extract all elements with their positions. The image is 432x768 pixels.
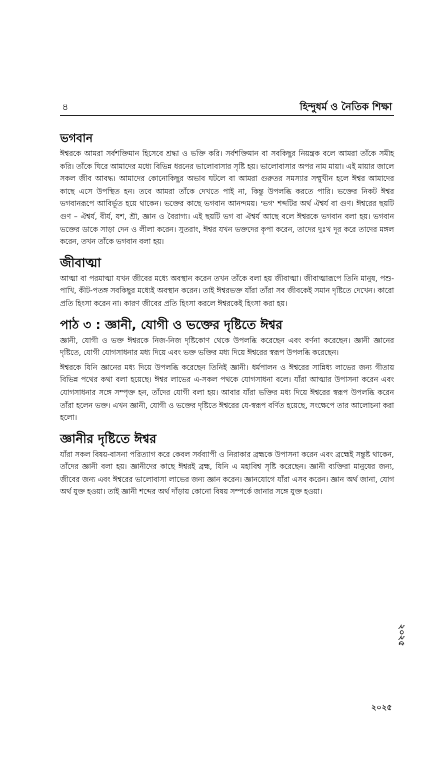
page-body: [60, 126, 394, 501]
footer-code: ২০২৫: [371, 703, 392, 712]
paragraph: যাঁরা সকল বিষয়-বাসনা পরিত্যাগ করে কেবল সর্বব্যাপী ও নিরাকার ব্রহ্মকে উপাসনা করেন এবং ব্রহ্মেই সন্তুষ্ট থাকেন, তাঁদের জ্ঞানী বলা হয়। জ্ঞানীদের কাছে ঈশ্বরই ব্রহ্ম, যিনি এ মহাবিশ্ব সৃষ্টি করেছেন। জ্ঞানী ব্যক্তিরা মানুষের জন্য, জীবের জন্য এবং ঈশ্বরের ভালোবাসা লাভের জন্য জ্ঞান করেন। জ্ঞানযোগে যাঁরা এসব করেন। জ্ঞান অর্থ জানা, যোগ অর্থ যুক্ত হওয়া। তাই জ্ঞানী শব্দের অর্থ দাঁড়ায় কোনো বিষয় সম্পর্কে জানার সঙ্গে যুক্ত হওয়া।: [60, 449, 394, 497]
section-jivatma: [60, 255, 394, 311]
paragraph: ঈশ্বরকে যিনি জ্ঞানের মধ্য দিয়ে উপলব্ধি করেছেন তিনিই জ্ঞানী। ধর্মপালন ও ঈশ্বরের সান্নিধ্য লাভের জন্য গীতায় বিভিন্ন পথের কথা বলা হয়েছে। ঈশ্বর লাভের এ-সকল পথকে যোগসাধনা বলে। যাঁরা আত্মার উপাসনা করেন এবং যোগসাধনার সঙ্গে সম্পৃক্ত হন, তাঁদের যোগী বলা হয়। আবার যাঁরা ভক্তির মধ্য দিয়ে ঈশ্বরের স্বরূপ উপলব্ধি করেন তাঁরা হলেন ভক্ত। এখন জ্ঞানী, যোগী ও ভক্তের দৃষ্টিতে ঈশ্বরের যে-স্বরূপ বর্ণিত হয়েছে, সংক্ষেপে তার আলোচনা করা হলো।: [60, 362, 394, 423]
section-heading: ভগবান: [60, 131, 93, 145]
running-head: হিন্দুধর্ম ও নৈতিক শিক্ষা: [299, 102, 392, 113]
section-lesson-3: [60, 317, 394, 425]
section-jnani-view: [60, 431, 394, 499]
paragraph: ঈশ্বরকে আমরা সর্বশক্তিমান হিসেবে শ্রদ্ধা ও ভক্তি করি। সর্বশক্তিমান বা সবকিছুর নিয়ন্ত্রক বলে আমরা তাঁকে সমীহ করি। তাঁকে ঘিরে আমাদের মধ্যে বিভিন্ন ধরনের ভালোবাসার সৃষ্টি হয়। ভালোবাসার অপর নাম মায়া। এই মায়ার জালে সকল জীব আবদ্ধ। আমাদের কোনোকিছুর অভাব ঘটলে বা আমরা গুরুতর সমস্যার সম্মুখীন হলে ঈশ্বর আমাদের কাছে এসে উপস্থিত হন। তবে আমরা তাঁকে দেখতে পাই না, কিন্তু উপলব্ধি করতে পারি। ভক্তের নিকট ঈশ্বর ভগবানরূপে আবির্ভূত হয়ে থাকেন। ভক্তের কাছে ভগবান আনন্দময়। 'ভগ' শব্দটির অর্থ ঐশ্বর্য বা গুণ। ঈশ্বরের ছয়টি গুণ – ঐশ্বর্য, বীর্য, যশ, শ্রী, জ্ঞান ও বৈরাগ্য। এই ছয়টি ভগ বা ঐশ্বর্য আছে বলে ঈশ্বরকে ভগবান বলা হয়। ভগবান ভক্তের ডাকে সাড়া দেন ও লীলা করেন। সুতরাং, ঈশ্বর যখন ভক্তদের কৃপা করেন, তাদের দুঃখ দূর করে তাদের মঙ্গল করেন, তখন তাঁকে ভগবান বলা হয়।: [60, 149, 394, 247]
section-bhagavan: [60, 130, 394, 249]
side-code: ২০২৫: [396, 624, 406, 647]
section-heading: জীবাত্মা: [60, 254, 102, 270]
section-heading: জ্ঞানীর দৃষ্টিতে ঈশ্বর: [60, 430, 157, 446]
lesson-heading: পাঠ ৩ : জ্ঞানী, যোগী ও ভক্তের দৃষ্টিতে ঈশ্বর: [60, 316, 283, 332]
paragraph: আত্মা বা পরমাত্মা যখন জীবের মধ্যে অবস্থান করেন তখন তাঁকে বলা হয় জীবাত্মা। জীবাত্মারূপে তিনি মানুষ, পশু-পাখি, কীট-পতঙ্গ সবকিছুর মধ্যেই অবস্থান করেন। তাই ঈশ্বরভক্ত যাঁরা তাঁরা সব জীবকেই সমান দৃষ্টিতে দেখেন। কারো প্রতি হিংসা করেন না। কারণ জীবের প্রতি হিংসা করলে ঈশ্বরকেই হিংসা করা হয়।: [60, 273, 394, 308]
paragraph: জ্ঞানী, যোগী ও ভক্ত ঈশ্বরকে নিজ-নিজ দৃষ্টিকোণ থেকে উপলব্ধি করেছেন এবং বর্ণনা করেছেন। জ্ঞানী জ্ঞানের দৃষ্টিতে, যোগী যোগসাধনার মধ্য দিয়ে এবং ভক্ত ভক্তির মধ্য দিয়ে ঈশ্বরের স্বরূপ উপলব্ধি করেছেন।: [60, 335, 394, 358]
page-number: ৪: [62, 102, 69, 113]
header-rule: [60, 115, 394, 116]
